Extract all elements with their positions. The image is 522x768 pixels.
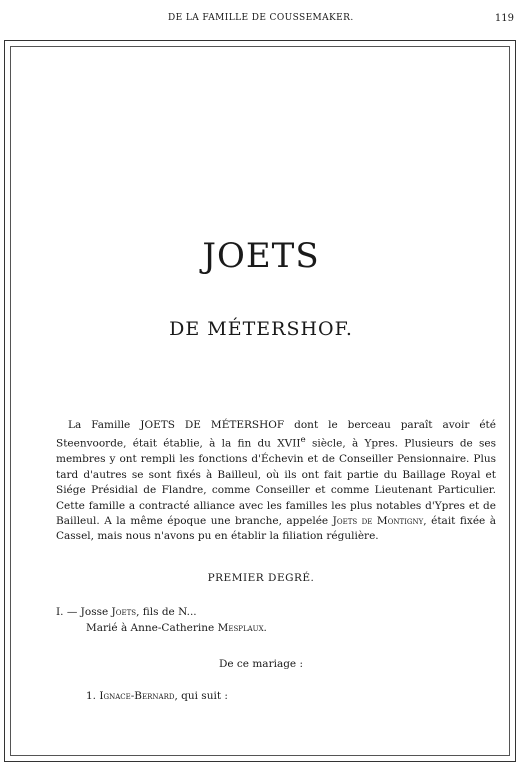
intro-century: XVII: [277, 437, 301, 450]
intro-family-name: JOETS DE MÉTERSHOF: [140, 419, 285, 431]
child-name: Ignace-Bernard: [99, 690, 175, 702]
child-number: 1.: [86, 690, 100, 702]
intro-text-2: dont le berceau paraît avoir été Steenvoorde, était établie, à la fin du: [56, 419, 496, 450]
child-suffix: , qui suit :: [174, 690, 228, 702]
family-title: JOETS: [202, 236, 320, 276]
page-number: 119: [494, 13, 514, 24]
intro-century-sup: e: [300, 435, 306, 446]
children-heading: De ce mariage :: [218, 658, 304, 670]
running-title: DE LA FAMILLE DE COUSSEMAKER.: [168, 13, 354, 23]
intro-text-4: , était fixée à Cassel, mais nous n'avons pu en établir la filiation régulière.: [56, 514, 497, 543]
page-frame-inner: [10, 46, 510, 756]
intro-paragraph: [56, 418, 496, 545]
entry-prefix: I. — Josse: [56, 606, 112, 618]
entry-surname: Joets: [111, 606, 137, 618]
marriage-surname: Mesplaux: [217, 622, 264, 634]
running-head: [0, 13, 522, 29]
marriage-suffix: .: [263, 622, 267, 634]
marriage-prefix: Marié à Anne-Catherine: [86, 622, 218, 634]
intro-text-1: La Famille: [68, 419, 141, 431]
child-entry: [86, 690, 228, 702]
family-subtitle: DE MÉTERSHOF.: [169, 318, 353, 340]
degree-heading: PREMIER DEGRÉ.: [207, 572, 315, 584]
entry-suffix: , fils de N...: [136, 606, 197, 618]
marriage-line: [86, 622, 267, 634]
intro-text-3: siècle, à Ypres. Plusieurs de ses membres y ont rempli les fonctions d'Échevin et de Conseiller Pensionnaire. Plus tard d'autres se sont fixés à Bailleul, où ils ont fait partie du Baillage Royal et Siége Présidial de Flandre, comme Conseiller et comme Lieutenant Particulier. Cette famille a contracté alliance avec les familles les plus notables d'Ypres et de Bailleul. A la même époque une branche, appelée: [56, 437, 496, 527]
genealogy-entry: [56, 606, 197, 618]
intro-branch-name: Joets de Montigny: [332, 514, 424, 527]
